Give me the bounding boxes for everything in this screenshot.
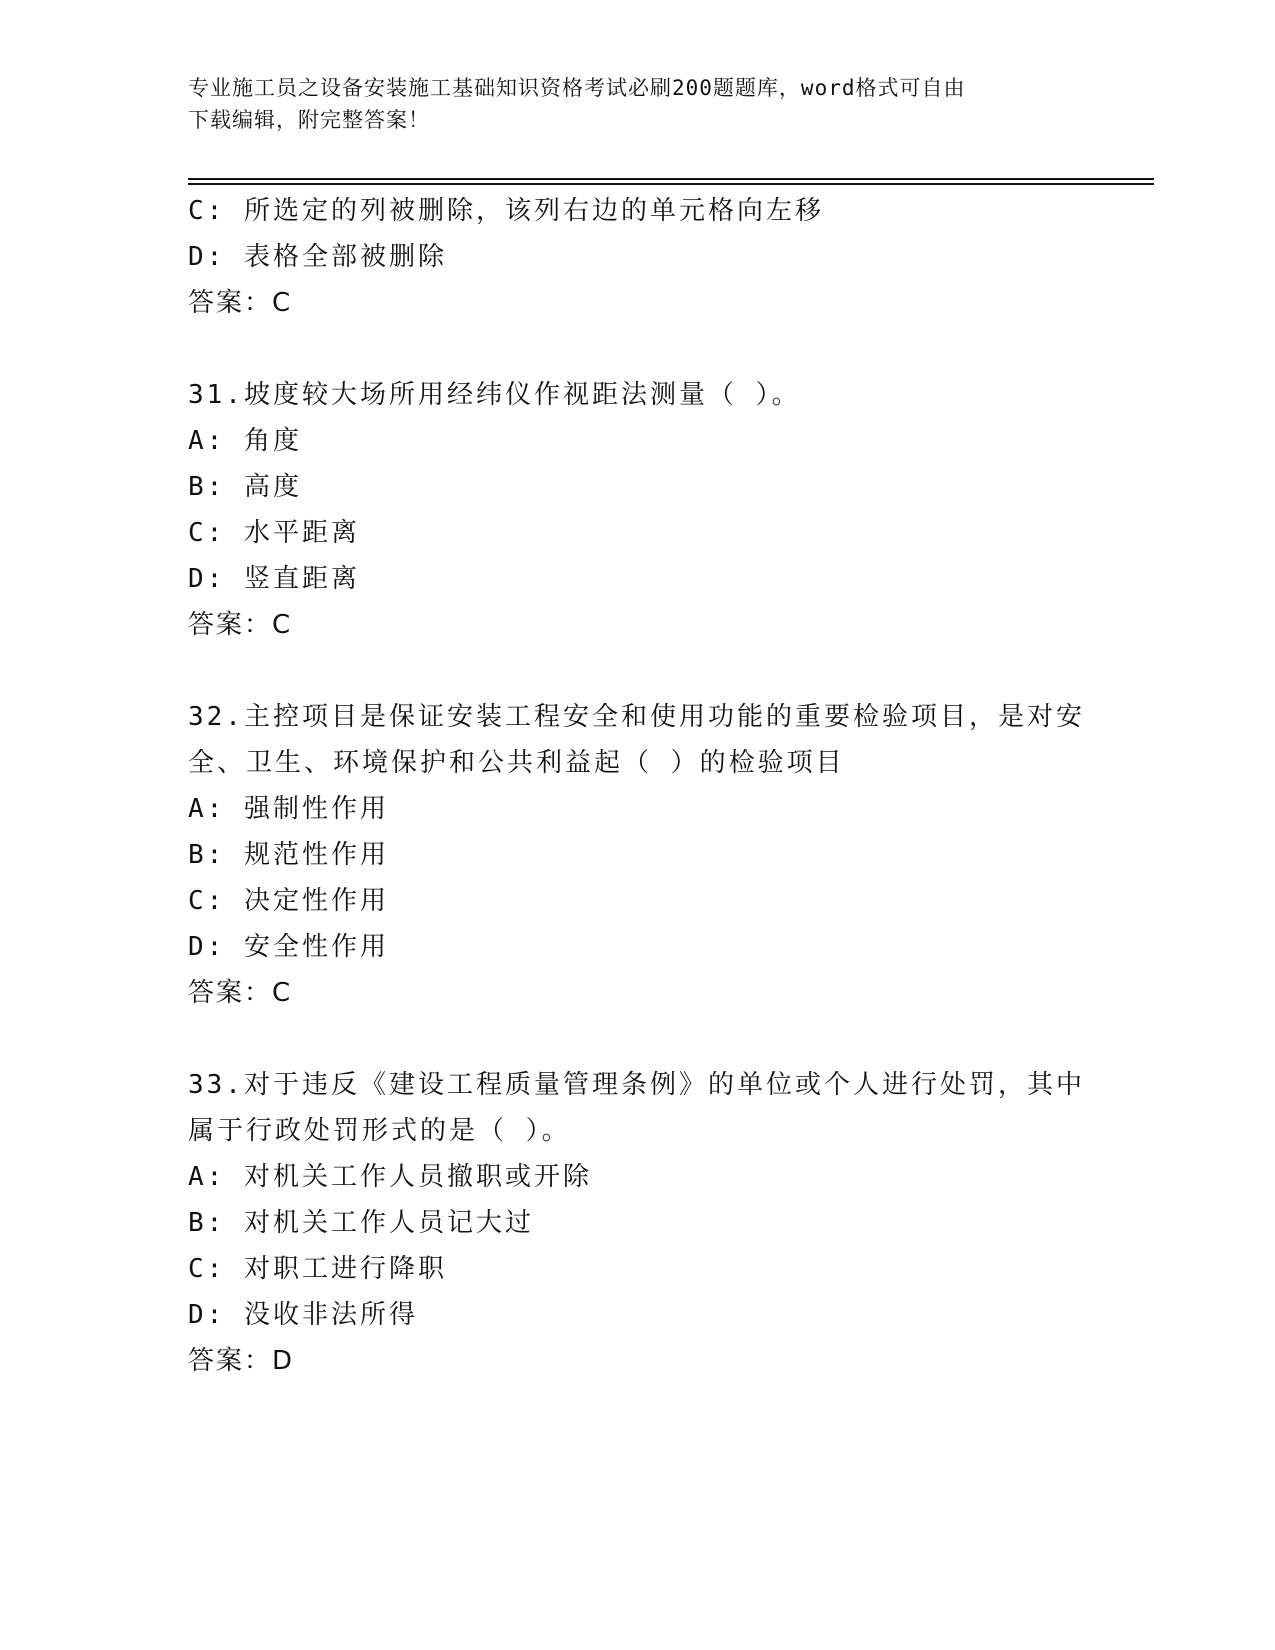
option-a: A: 角度: [188, 426, 302, 456]
question-block-30-continued: [188, 188, 1088, 326]
question-text-line-2: 全、卫生、环境保护和公共利益起（ ）的检验项目: [188, 748, 845, 778]
spacer: [188, 1016, 1088, 1062]
option-c: C: 水平距离: [188, 518, 360, 548]
option-c: C: 决定性作用: [188, 886, 389, 916]
question-text-line-1: 33.对于违反《建设工程质量管理条例》的单位或个人进行处罚，其中: [188, 1070, 1085, 1100]
question-text: 31.坡度较大场所用经纬仪作视距法测量（ ）。: [188, 380, 801, 410]
question-text-line-1: 32.主控项目是保证安装工程安全和使用功能的重要检验项目，是对安: [188, 702, 1085, 732]
question-block-33: [188, 1062, 1088, 1384]
header-divider-bottom: [188, 183, 1154, 185]
option-b: B: 对机关工作人员记大过: [188, 1208, 534, 1238]
answer-line: 答案：D: [188, 1346, 295, 1376]
answer-line: 答案：C: [188, 610, 293, 640]
spacer: [188, 326, 1088, 372]
header-title-line-1: 专业施工员之设备安装施工基础知识资格考试必刷200题题库，word格式可自由: [188, 76, 966, 100]
header-divider-top: [188, 178, 1154, 180]
question-block-31: [188, 372, 1088, 648]
header-title-line-2: 下载编辑，附完整答案！: [188, 108, 430, 132]
question-text-line-2: 属于行政处罚形式的是（ ）。: [188, 1116, 571, 1146]
answer-line: 答案：C: [188, 978, 293, 1008]
option-a: A: 强制性作用: [188, 794, 389, 824]
question-block-32: [188, 694, 1088, 1016]
spacer: [188, 648, 1088, 694]
question-list: [188, 188, 1088, 1384]
option-d: D: 竖直距离: [188, 564, 360, 594]
document-header: [188, 72, 1068, 136]
option-d: D: 安全性作用: [188, 932, 389, 962]
option-a: A: 对机关工作人员撤职或开除: [188, 1162, 592, 1192]
option-b: B: 高度: [188, 472, 302, 502]
option-c: C: 对职工进行降职: [188, 1254, 447, 1284]
option-c: C: 所选定的列被删除，该列右边的单元格向左移: [188, 196, 824, 226]
option-b: B: 规范性作用: [188, 840, 389, 870]
option-d: D: 表格全部被删除: [188, 242, 447, 272]
answer-line: 答案：C: [188, 288, 293, 318]
option-d: D: 没收非法所得: [188, 1300, 418, 1330]
